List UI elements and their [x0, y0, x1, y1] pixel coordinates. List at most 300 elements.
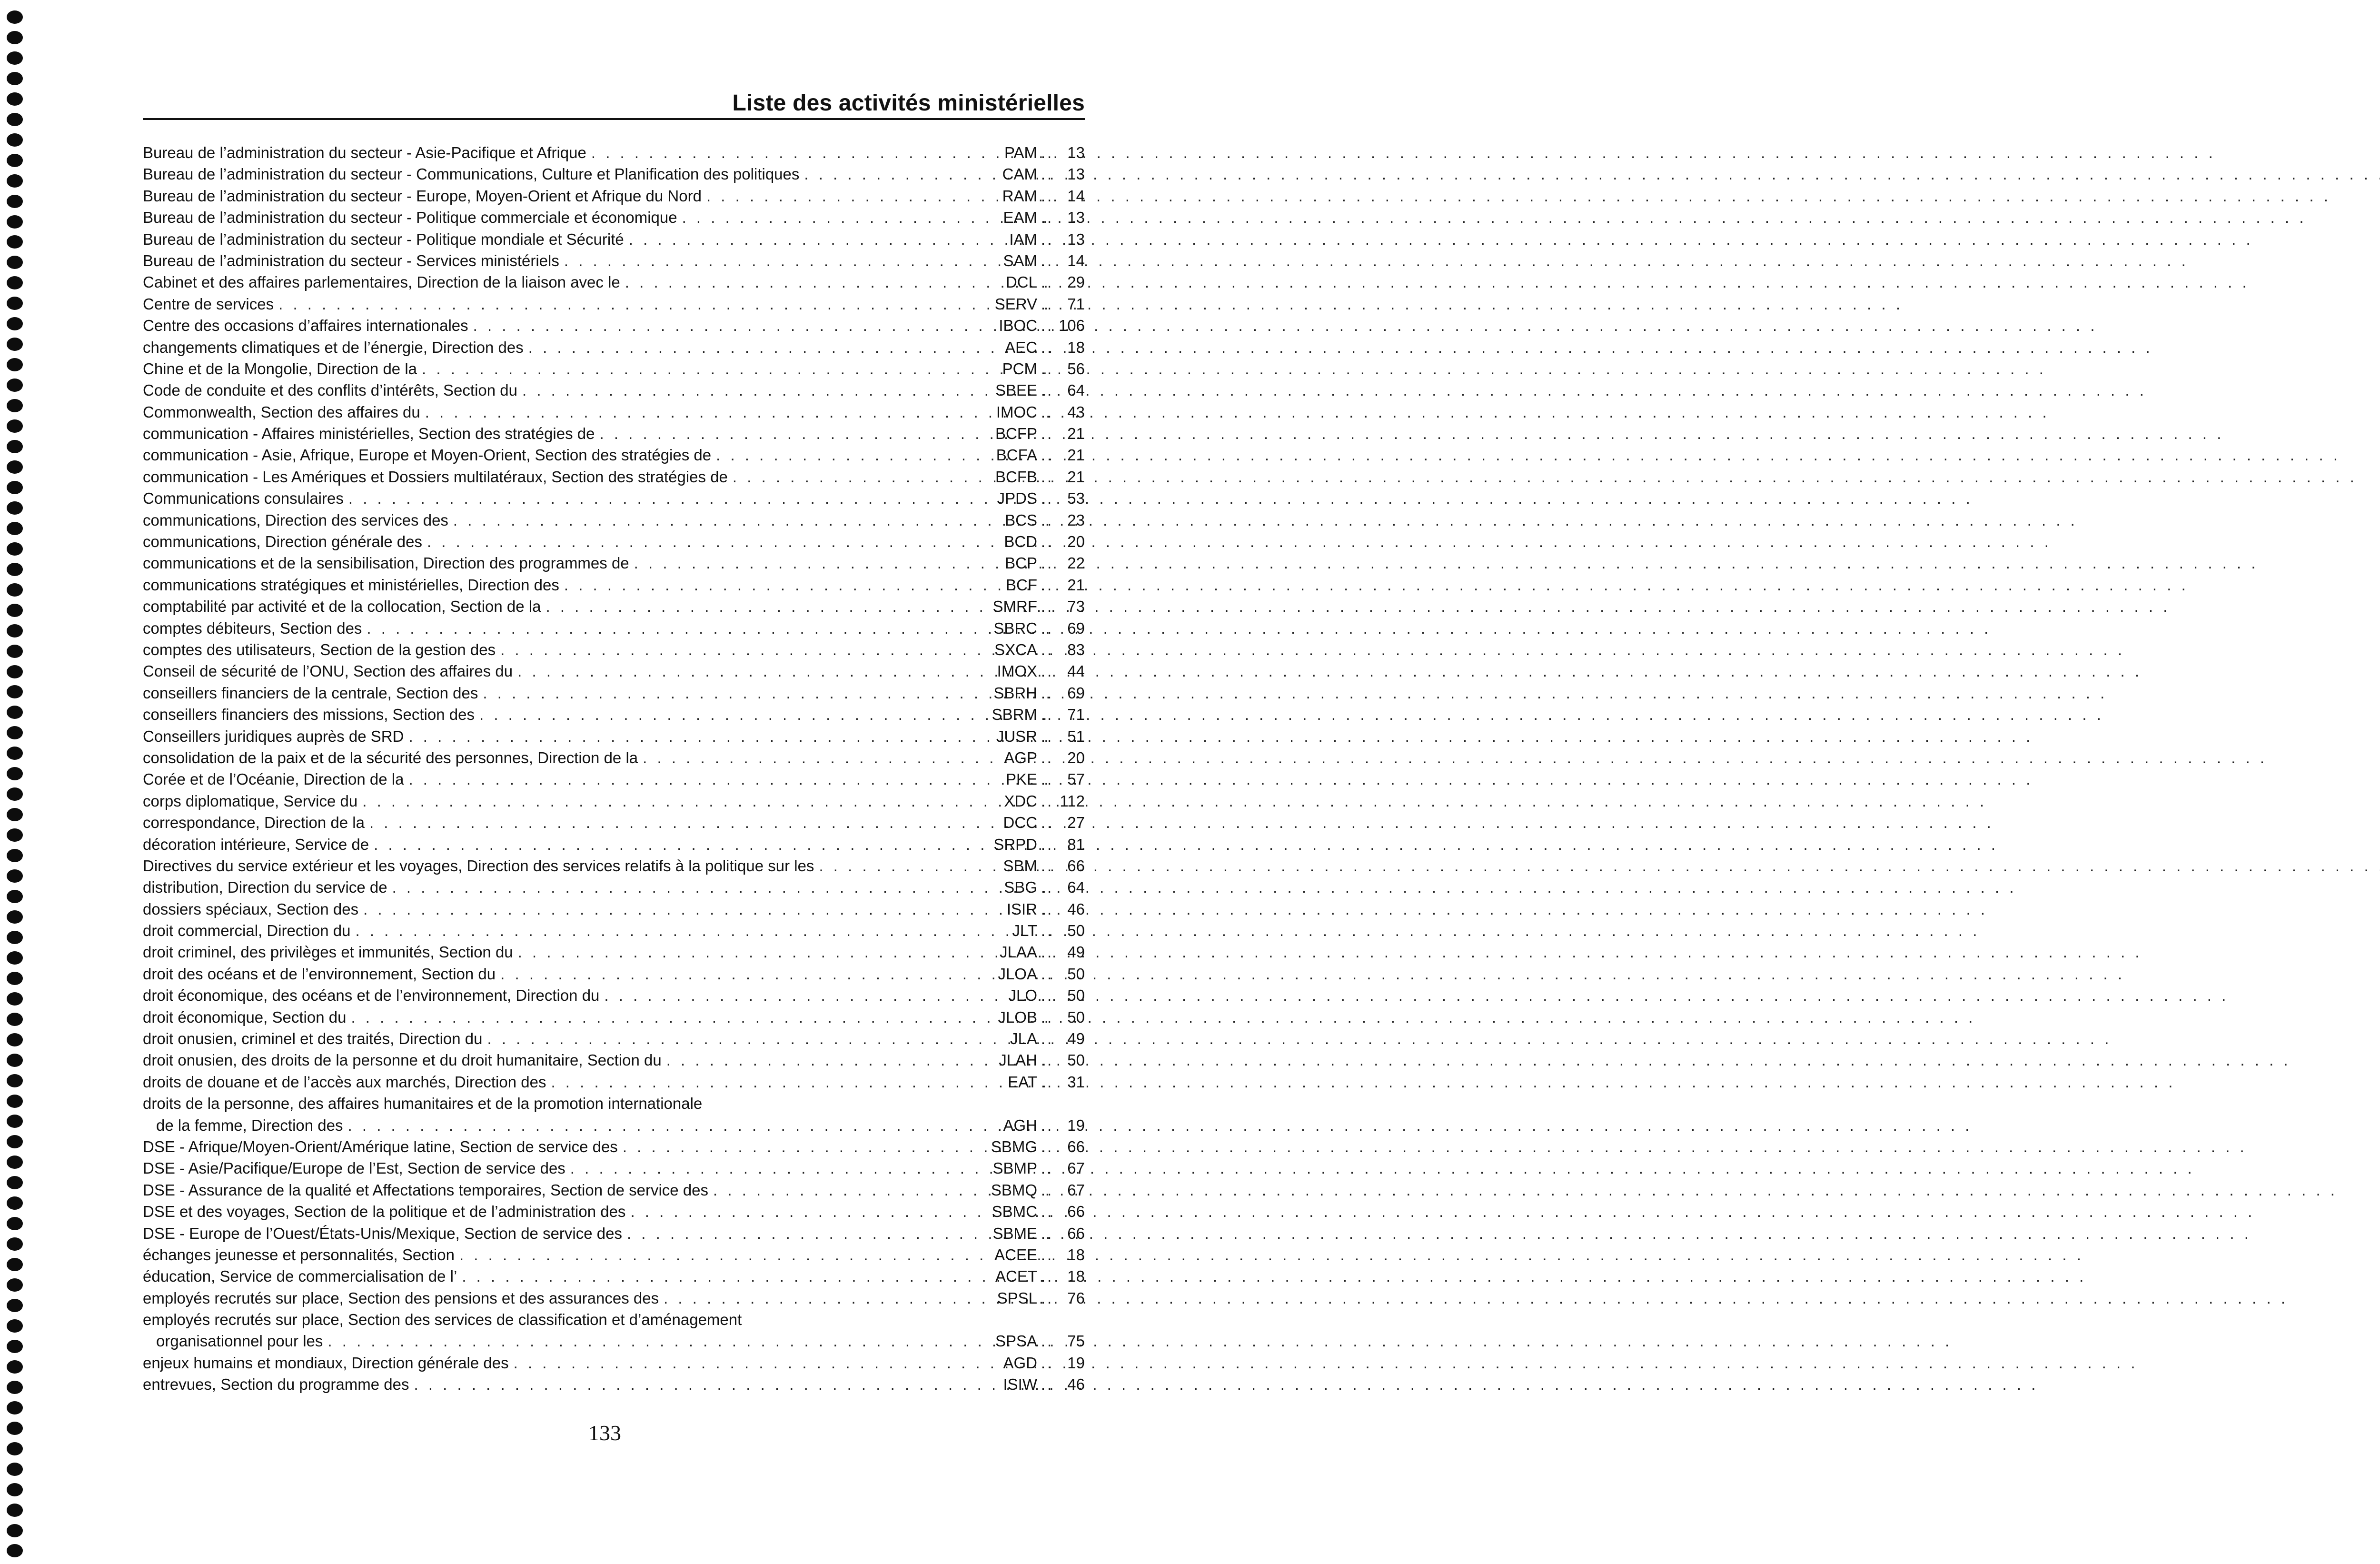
- entry-page: 31: [1067, 1073, 1085, 1091]
- binding-hole: [7, 1115, 23, 1128]
- entry-code: SBME: [992, 1224, 1037, 1242]
- leader-dots: [570, 1157, 991, 1179]
- leader-dots: [422, 358, 1001, 379]
- index-entry: [143, 1309, 1085, 1330]
- entry-separator: ..: [1041, 251, 1054, 269]
- entry-code: IMOX: [997, 662, 1037, 680]
- index-entry: [143, 1244, 1085, 1265]
- entry-label: Corée et de l’Océanie, Direction de la: [143, 770, 404, 788]
- binding-hole: [7, 1013, 23, 1026]
- binding-hole: [7, 1340, 23, 1353]
- entry-separator: ..: [1041, 965, 1054, 983]
- entry-page: 50: [1067, 1008, 1085, 1026]
- binding-hole: [7, 72, 23, 85]
- leader-dots: [278, 293, 993, 315]
- entry-separator: ..: [1041, 165, 1054, 183]
- entry-page: 44: [1067, 662, 1085, 680]
- binding-hole: [7, 787, 23, 801]
- binding-hole: [7, 338, 23, 351]
- index-entry: [143, 1201, 1085, 1222]
- leader-dots: [500, 639, 992, 660]
- binding-hole: [7, 481, 23, 494]
- leader-dots: [682, 207, 1002, 228]
- entry-label: communication - Les Amériques et Dossiers multilatéraux, Section des stratégies de: [143, 468, 728, 486]
- entry-page: 46: [1067, 900, 1085, 918]
- index-entry: [143, 423, 1085, 444]
- entry-label: Centre de services: [143, 295, 274, 313]
- binding-hole: [7, 1299, 23, 1312]
- entry-code: AEC: [1005, 338, 1037, 356]
- binding-hole: [7, 195, 23, 208]
- binding-hole: [7, 910, 23, 924]
- index-entry: [143, 898, 1085, 920]
- entry-label: droit onusien, criminel et des traités, Direction du: [143, 1030, 483, 1048]
- entry-label: Bureau de l’administration du secteur - Communications, Culture et Planification des politiques: [143, 165, 800, 183]
- entry-page: 81: [1067, 835, 1085, 853]
- binding-hole: [7, 419, 23, 433]
- entry-page: 75: [1067, 1332, 1085, 1350]
- entry-code: SBEE: [995, 381, 1037, 399]
- index-entry: [143, 509, 1085, 531]
- binding-hole: [7, 665, 23, 678]
- index-entry: [143, 163, 1085, 185]
- leader-dots: [408, 726, 994, 747]
- binding-hole: [7, 460, 23, 474]
- entry-code: EAT: [1008, 1073, 1037, 1091]
- entry-code: XDC: [1004, 792, 1037, 810]
- page-number: 133: [588, 1421, 621, 1445]
- binding-hole: [7, 235, 23, 249]
- entry-code: ACEE: [994, 1245, 1037, 1264]
- entry-page: 56: [1067, 359, 1085, 378]
- binding-hole: [7, 706, 23, 719]
- entry-page: 19: [1067, 1354, 1085, 1372]
- index-entry: [143, 1028, 1085, 1049]
- index-entry: [143, 682, 1085, 704]
- index-entry: [143, 1223, 1085, 1244]
- entry-code: SBMQ: [991, 1181, 1037, 1199]
- entry-code: JLOB: [998, 1008, 1037, 1026]
- index-entry: [143, 1157, 1085, 1179]
- index-entry: [143, 552, 1085, 574]
- entry-label: dossiers spéciaux, Section des: [143, 900, 359, 918]
- binding-hole: [7, 215, 23, 229]
- entry-code: JLA: [1010, 1030, 1037, 1048]
- index-entry: [143, 1136, 1085, 1157]
- entry-page: 21: [1067, 576, 1085, 594]
- index-entry: [143, 207, 1085, 228]
- index-entry: [143, 834, 1085, 855]
- binding-hole: [7, 1074, 23, 1087]
- binding-hole: [7, 92, 23, 106]
- entry-separator: ..: [1041, 1245, 1054, 1264]
- entry-page: 43: [1067, 403, 1085, 421]
- binding-hole: [7, 1095, 23, 1108]
- entry-separator: ..: [1041, 381, 1054, 399]
- leader-dots: [551, 1071, 1006, 1093]
- entry-code: CAM: [1002, 165, 1037, 183]
- entry-label: Conseillers juridiques auprès de SRD: [143, 727, 404, 745]
- leader-dots: [545, 596, 991, 617]
- leader-dots: [564, 574, 1004, 596]
- index-entry: [143, 337, 1085, 358]
- binding-hole: [7, 51, 23, 65]
- binding-hole: [7, 849, 23, 862]
- entry-page: 22: [1067, 554, 1085, 572]
- binding-hole: [7, 501, 23, 515]
- entry-code: JLO: [1008, 986, 1037, 1005]
- index-entry: [143, 401, 1085, 423]
- entry-separator: ..: [1041, 1030, 1054, 1048]
- index-entry: [143, 1179, 1085, 1201]
- entry-page: 66: [1067, 1224, 1085, 1242]
- entry-page: 83: [1067, 640, 1085, 658]
- index-entry: [143, 271, 1085, 293]
- index-entry: [143, 877, 1085, 898]
- leader-dots: [500, 963, 996, 985]
- entry-code: PKE: [1005, 770, 1037, 788]
- entry-separator: ..: [1041, 727, 1054, 745]
- entry-page: 66: [1067, 857, 1085, 875]
- entry-page: 49: [1067, 1030, 1085, 1048]
- entry-label: Bureau de l’administration du secteur - Asie-Pacifique et Afrique: [143, 144, 586, 161]
- entry-label: comptabilité par activité et de la collocation, Section de la: [143, 598, 541, 616]
- entry-label: communications et de la sensibilisation, Direction des programmes de: [143, 554, 629, 572]
- entry-separator: ..: [1041, 1181, 1054, 1199]
- binding-hole: [7, 1360, 23, 1374]
- binding-hole: [7, 133, 23, 147]
- entry-page: 64: [1067, 381, 1085, 399]
- index-entry: [143, 704, 1085, 725]
- entry-page: 14: [1067, 187, 1085, 205]
- entry-page: 21: [1067, 446, 1085, 464]
- leader-dots: [473, 315, 997, 336]
- entry-page: 112: [1060, 792, 1085, 810]
- binding-hole: [7, 113, 23, 126]
- leader-dots: [348, 1115, 1002, 1136]
- leader-dots: [819, 855, 1001, 877]
- entry-page: 20: [1067, 533, 1085, 551]
- entry-page: 73: [1067, 598, 1085, 616]
- leader-dots: [427, 531, 1002, 552]
- entry-code: SBRM: [992, 706, 1037, 724]
- entry-code: EAM: [1003, 209, 1037, 227]
- entry-page: 49: [1067, 943, 1085, 961]
- binding-hole: [7, 1544, 23, 1557]
- entry-separator: ..: [1041, 900, 1054, 918]
- entry-separator: ..: [1041, 1008, 1054, 1026]
- entry-code: ISIW: [1003, 1375, 1037, 1394]
- leader-dots: [362, 790, 1002, 812]
- index-entry: [143, 726, 1085, 747]
- leader-dots: [425, 401, 994, 423]
- leader-dots: [479, 704, 990, 725]
- leader-dots: [625, 271, 1004, 293]
- index-entry: [143, 185, 1085, 207]
- entry-page: 13: [1067, 144, 1085, 161]
- entry-separator: ..: [1041, 511, 1054, 529]
- entry-code: BCFB: [995, 468, 1037, 486]
- binding-hole: [7, 1196, 23, 1210]
- entry-separator: ..: [1041, 1051, 1054, 1069]
- index-entry: [143, 768, 1085, 790]
- entry-page: 50: [1067, 986, 1085, 1005]
- entry-separator: ..: [1041, 748, 1054, 767]
- index-entry: [143, 1287, 1085, 1309]
- leader-dots: [367, 618, 992, 639]
- entry-page: 50: [1067, 1051, 1085, 1069]
- entry-code: SBM: [1003, 857, 1037, 875]
- leader-dots: [374, 834, 992, 855]
- entry-label: droits de douane et de l’accès aux marchés, Direction des: [143, 1073, 546, 1091]
- entry-label: correspondance, Direction de la: [143, 814, 365, 832]
- entry-label: DSE - Asie/Pacifique/Europe de l’Est, Section de service des: [143, 1159, 565, 1177]
- entry-code: PCM: [1002, 359, 1037, 378]
- binding-hole: [7, 1278, 23, 1292]
- entry-page: 19: [1067, 1116, 1085, 1134]
- entry-code: JLT: [1012, 922, 1037, 940]
- entry-separator: ..: [1041, 295, 1054, 313]
- binding-hole: [7, 154, 23, 167]
- index-entry: [143, 855, 1085, 877]
- entry-code: ACET: [995, 1267, 1037, 1285]
- leader-dots: [600, 423, 993, 444]
- leader-dots: [604, 985, 1006, 1006]
- entry-separator: ..: [1041, 144, 1054, 161]
- binding-hole: [7, 747, 23, 760]
- binding-hole: [7, 972, 23, 985]
- entry-code: JPDS: [997, 489, 1037, 508]
- entry-label: éducation, Service de commercialisation de l’: [143, 1267, 457, 1285]
- index-entry: [143, 1006, 1085, 1028]
- index-entry: [143, 444, 1085, 466]
- entry-code: SBMG: [991, 1137, 1037, 1156]
- entry-label: entrevues, Section du programme des: [143, 1375, 409, 1394]
- entry-label: DSE - Europe de l’Ouest/États-Unis/Mexique, Section de service des: [143, 1224, 622, 1242]
- index-entry: [143, 660, 1085, 682]
- index-entry: [143, 293, 1085, 315]
- entry-label: droit des océans et de l’environnement, Section du: [143, 965, 496, 983]
- binding-hole: [7, 604, 23, 617]
- entry-separator: ..: [1041, 338, 1054, 356]
- entry-label: Directives du service extérieur et les voyages, Direction des services relatifs à la politique sur les: [143, 857, 814, 875]
- entry-separator: ..: [1041, 662, 1054, 680]
- binding-hole: [7, 563, 23, 576]
- entry-separator: ..: [1041, 576, 1054, 594]
- binding-hole: [7, 1463, 23, 1476]
- entry-code: SRPD: [993, 835, 1037, 853]
- entry-code: AGD: [1003, 1354, 1037, 1372]
- binding-hole: [7, 174, 23, 188]
- binding-hole: [7, 276, 23, 289]
- entry-label: consolidation de la paix et de la sécurité des personnes, Direction de la: [143, 748, 638, 767]
- index-list: [143, 142, 1085, 1395]
- entry-page: 13: [1067, 230, 1085, 248]
- entry-separator: ..: [1041, 1137, 1054, 1156]
- leader-dots: [348, 488, 995, 509]
- binding-hole: [7, 869, 23, 883]
- entry-code: SXCA: [994, 640, 1037, 658]
- binding-hole: [7, 1054, 23, 1067]
- binding-hole: [7, 1258, 23, 1271]
- leader-dots: [414, 1374, 1001, 1395]
- entry-code: SERV: [994, 295, 1037, 313]
- index-entry: [143, 1374, 1085, 1395]
- entry-separator: ..: [1041, 598, 1054, 616]
- leader-dots: [629, 229, 1008, 250]
- index-entry: [143, 747, 1085, 768]
- leader-dots: [408, 768, 1003, 790]
- entry-separator: ..: [1041, 640, 1054, 658]
- leader-dots: [591, 142, 1002, 163]
- entry-label: droit onusien, des droits de la personne et du droit humanitaire, Section du: [143, 1051, 662, 1069]
- entry-separator: ..: [1041, 533, 1054, 551]
- entry-page: 69: [1067, 684, 1085, 702]
- entry-separator: ..: [1041, 878, 1054, 897]
- index-entry: [143, 941, 1085, 963]
- entry-label: communication - Affaires ministérielles, Section des stratégies de: [143, 425, 595, 443]
- entry-label: droit commercial, Direction du: [143, 922, 351, 940]
- leader-dots: [518, 941, 998, 963]
- entry-label: corps diplomatique, Service du: [143, 792, 358, 810]
- entry-page: 106: [1058, 317, 1085, 335]
- entry-code: SPSL: [997, 1289, 1037, 1307]
- entry-separator: ..: [1041, 943, 1054, 961]
- leader-dots: [528, 337, 1003, 358]
- entry-code: SPSA: [995, 1332, 1037, 1350]
- leader-dots: [804, 163, 1000, 185]
- entry-code: BCS: [1005, 511, 1037, 529]
- entry-page: 18: [1067, 1245, 1085, 1264]
- binding-hole: [7, 10, 23, 24]
- entry-separator: ..: [1041, 684, 1054, 702]
- entry-separator: ..: [1041, 1159, 1054, 1177]
- leader-dots: [666, 1049, 997, 1071]
- leader-dots: [487, 1028, 1009, 1049]
- entry-code: SBMC: [992, 1203, 1037, 1221]
- entry-label: droit économique, des océans et de l’environnement, Direction du: [143, 986, 600, 1005]
- leader-dots: [462, 1265, 993, 1287]
- entry-separator: ..: [1041, 1116, 1054, 1134]
- leader-dots: [351, 1006, 996, 1028]
- entry-code: JLOA: [998, 965, 1037, 983]
- entry-label: conseillers financiers des missions, Section des: [143, 706, 475, 724]
- binding-hole: [7, 1237, 23, 1251]
- binding-hole: [7, 1156, 23, 1169]
- leader-dots: [453, 509, 1003, 531]
- leader-dots: [522, 379, 993, 401]
- leader-dots: [713, 1179, 989, 1201]
- entry-code: RAM: [1002, 187, 1037, 205]
- entry-label: DSE - Assurance de la qualité et Affectations temporaires, Section de service des: [143, 1181, 709, 1199]
- entry-code: IAM: [1009, 230, 1037, 248]
- entry-separator: ..: [1041, 1073, 1054, 1091]
- leader-dots: [564, 250, 1002, 271]
- index-entry: [143, 618, 1085, 639]
- entry-page: 14: [1067, 251, 1085, 269]
- entry-separator: ..: [1041, 986, 1054, 1005]
- entry-page: 50: [1067, 922, 1085, 940]
- leader-dots: [716, 444, 994, 466]
- entry-page: 67: [1067, 1181, 1085, 1199]
- entry-code: SMRF: [992, 598, 1037, 616]
- entry-label: communications, Direction générale des: [143, 533, 422, 551]
- entry-separator: ..: [1041, 857, 1054, 875]
- index-entry: [143, 596, 1085, 617]
- entry-page: 69: [1067, 619, 1085, 637]
- entry-page: 13: [1067, 209, 1085, 227]
- spiral-binding: [7, 10, 25, 1558]
- entry-label: communication - Asie, Afrique, Europe et Moyen-Orient, Section des stratégies de: [143, 446, 712, 464]
- binding-hole: [7, 317, 23, 330]
- index-entry: [143, 1049, 1085, 1071]
- entry-label: Chine et de la Mongolie, Direction de la: [143, 359, 417, 378]
- binding-hole: [7, 583, 23, 597]
- leader-dots: [459, 1244, 992, 1265]
- entry-separator: ..: [1041, 317, 1054, 335]
- entry-separator: ..: [1041, 1203, 1054, 1221]
- binding-hole: [7, 440, 23, 453]
- entry-label: Conseil de sécurité de l’ONU, Section des affaires du: [143, 662, 513, 680]
- binding-hole: [7, 931, 23, 944]
- binding-hole: [7, 358, 23, 371]
- entry-page: 21: [1067, 425, 1085, 443]
- entry-separator: ..: [1041, 792, 1054, 810]
- entry-label: changements climatiques et de l’énergie, Direction des: [143, 338, 524, 356]
- entry-code: PAM: [1004, 144, 1037, 161]
- index-entry: [143, 812, 1085, 833]
- index-entry: [143, 1071, 1085, 1093]
- entry-label: conseillers financiers de la centrale, Section des: [143, 684, 478, 702]
- entry-separator: ..: [1041, 359, 1054, 378]
- entry-separator: ..: [1041, 554, 1054, 572]
- entry-separator: ..: [1041, 1224, 1054, 1242]
- binding-hole: [7, 1524, 23, 1537]
- leader-dots: [627, 1223, 991, 1244]
- binding-hole: [7, 624, 23, 638]
- binding-hole: [7, 808, 23, 821]
- entry-page: 21: [1067, 468, 1085, 486]
- entry-label: Bureau de l’administration du secteur - Politique commerciale et économique: [143, 209, 677, 227]
- binding-hole: [7, 890, 23, 903]
- entry-separator: ..: [1041, 403, 1054, 421]
- index-entry: [143, 920, 1085, 941]
- binding-hole: [7, 399, 23, 412]
- entry-label: comptes des utilisateurs, Section de la gestion des: [143, 640, 496, 658]
- entry-code: SBMP: [992, 1159, 1037, 1177]
- binding-hole: [7, 1033, 23, 1046]
- entry-code: ISIR: [1006, 900, 1037, 918]
- page-header: [143, 87, 1085, 120]
- binding-hole: [7, 1217, 23, 1230]
- entry-code: BCFP: [995, 425, 1037, 443]
- binding-hole: [7, 1135, 23, 1148]
- binding-hole: [7, 828, 23, 842]
- entry-code: IBOC: [999, 317, 1037, 335]
- entry-separator: ..: [1041, 1354, 1054, 1372]
- binding-hole: [7, 542, 23, 556]
- index-entry: [143, 229, 1085, 250]
- entry-page: 20: [1067, 748, 1085, 767]
- entry-code: AGP: [1004, 748, 1037, 767]
- binding-hole: [7, 522, 23, 535]
- entry-page: 66: [1067, 1137, 1085, 1156]
- entry-page: 46: [1067, 1375, 1085, 1394]
- binding-hole: [7, 1401, 23, 1415]
- entry-label: droits de la personne, des affaires humanitaires et de la promotion internationale: [143, 1095, 703, 1113]
- entry-code: DCL: [1005, 273, 1037, 291]
- entry-page: 29: [1067, 273, 1085, 291]
